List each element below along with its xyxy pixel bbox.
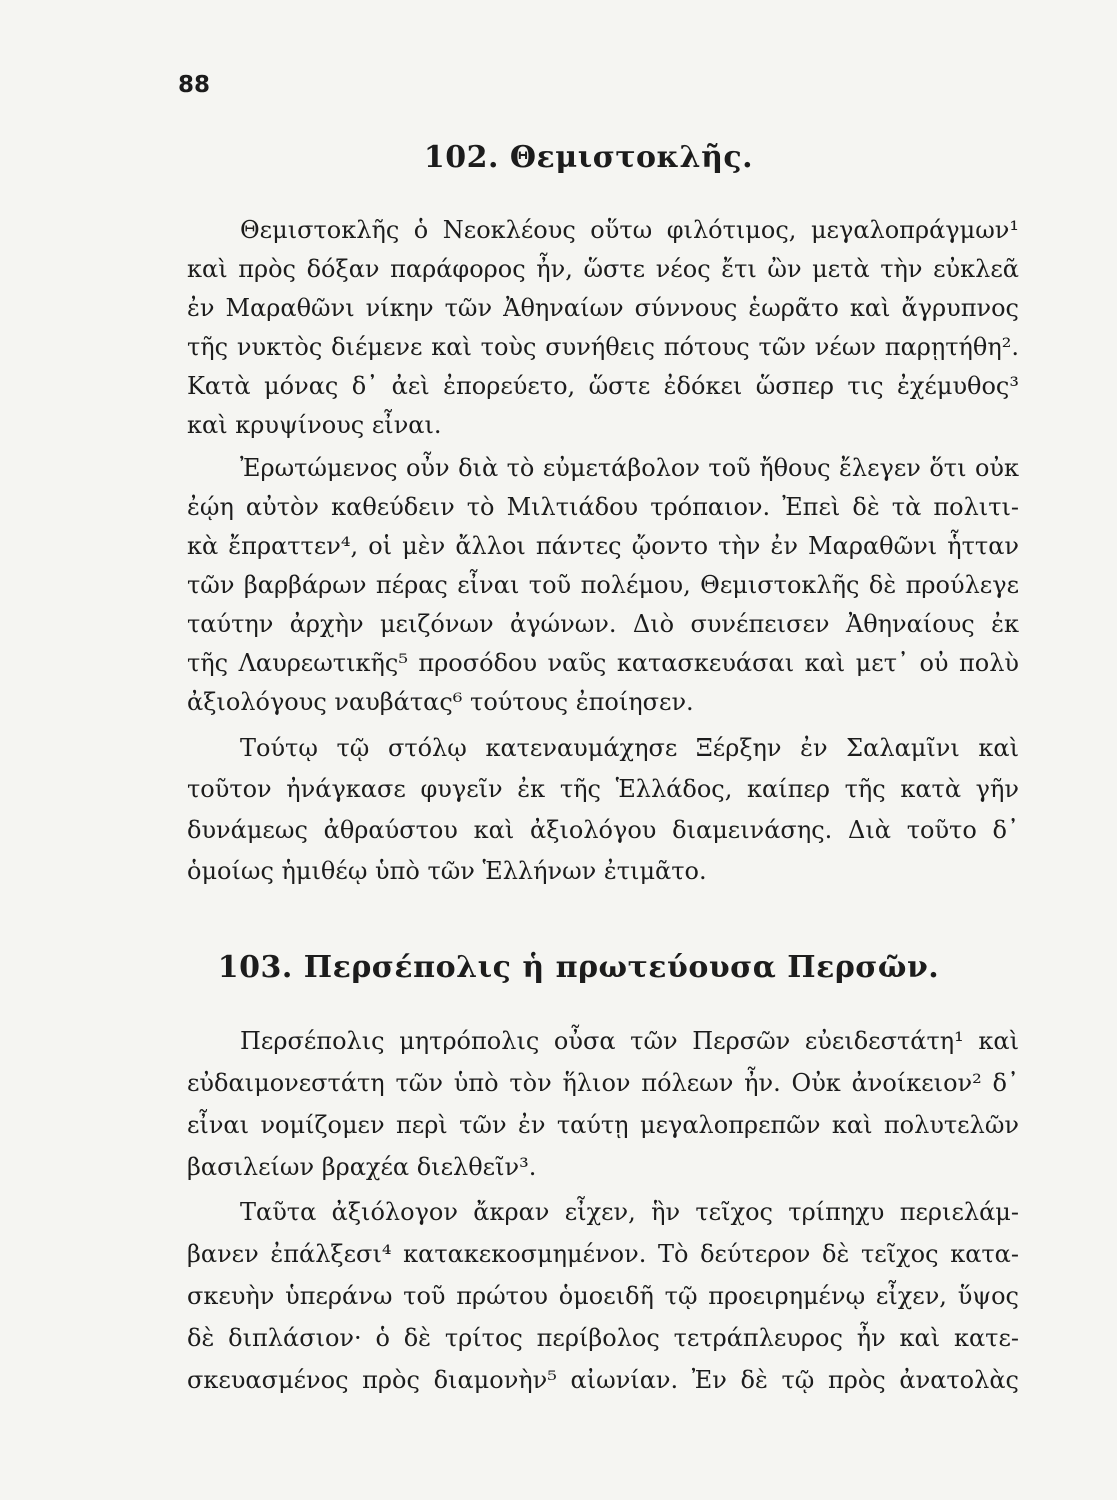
text-line: Ταῦτα ἀξιόλογον ἄκραν εἶχεν, ἣν τεῖχος τρίπηχυ περιελάμ-	[240, 1198, 1019, 1226]
text-line: σκευασμένος πρὸς διαμονὴν⁵ αἰωνίαν. Ἐν δὲ τῷ πρὸς ἀνατολὰς	[187, 1366, 1019, 1394]
section-title: 103. Περσέπολις ἡ πρωτεύουσα Περσῶν.	[217, 950, 940, 985]
text-line: ὁμοίως ἡμιθέῳ ὑπὸ τῶν Ἑλλήνων ἐτιμᾶτο.	[187, 857, 707, 885]
text-line: Θεμιστοκλῆς ὁ Νεοκλέους οὕτω φιλότιμος, μεγαλοπράγμων¹	[240, 216, 1019, 244]
text-line: Κατὰ μόνας δ᾽ ἀεὶ ἐπορεύετο, ὥστε ἐδόκει ὥσπερ τις ἐχέμυθος³	[187, 372, 1019, 400]
text-line: εἶναι νομίζομεν περὶ τῶν ἐν ταύτῃ μεγαλοπρεπῶν καὶ πολυτελῶν	[187, 1111, 1019, 1139]
text-line: τοῦτον ἠνάγκασε φυγεῖν ἐκ τῆς Ἑλλάδος, καίπερ τῆς κατὰ γῆν	[187, 775, 1019, 803]
text-line: ἀξιολόγους ναυβάτας⁶ τούτους ἐποίησεν.	[187, 688, 694, 716]
text-line: ἐῴη αὐτὸν καθεύδειν τὸ Μιλτιάδου τρόπαιον. Ἐπεὶ δὲ τὰ πολιτι-	[187, 493, 1019, 521]
text-line: Ἐρωτώμενος οὖν διὰ τὸ εὐμετάβολον τοῦ ἤθους ἔλεγεν ὅτι οὐκ	[240, 454, 1019, 482]
text-line: σκευὴν ὑπεράνω τοῦ πρώτου ὁμοειδῆ τῷ προειρημένῳ εἶχεν, ὕψος	[187, 1282, 1019, 1310]
text-line: Περσέπολις μητρόπολις οὖσα τῶν Περσῶν εὐειδεστάτη¹ καὶ	[240, 1027, 1019, 1055]
text-line: Τούτῳ τῷ στόλῳ κατεναυμάχησε Ξέρξην ἐν Σαλαμῖνι καὶ	[240, 734, 1019, 762]
text-line: καὶ πρὸς δόξαν παράφορος ἦν, ὥστε νέος ἔτι ὢν μετὰ τὴν εὐκλεᾶ	[187, 255, 1019, 283]
text-line: βασιλείων βραχέα διελθεῖν³.	[187, 1153, 537, 1181]
text-line: δυνάμεως ἀθραύστου καὶ ἀξιολόγου διαμεινάσης. Διὰ τοῦτο δ᾽	[187, 816, 1019, 844]
text-line: βανεν ἐπάλξεσι⁴ κατακεκοσμημένον. Τὸ δεύτερον δὲ τεῖχος κατα-	[187, 1240, 1019, 1268]
text-line: καὶ κρυψίνους εἶναι.	[187, 411, 442, 439]
text-line: εὐδαιμονεστάτη τῶν ὑπὸ τὸν ἥλιον πόλεων ἦν. Οὐκ ἀνοίκειον² δ᾽	[187, 1069, 1019, 1097]
section-title: 102. Θεμιστοκλῆς.	[423, 140, 754, 175]
text-line: τῶν βαρβάρων πέρας εἶναι τοῦ πολέμου, Θεμιστοκλῆς δὲ προύλεγε	[187, 571, 1019, 599]
text-line: ἐν Μαραθῶνι νίκην τῶν Ἀθηναίων σύννους ἑωρᾶτο καὶ ἄγρυπνος	[187, 294, 1019, 322]
text-line: κὰ ἔπραττεν⁴, οἱ μὲν ἄλλοι πάντες ᾤοντο τὴν ἐν Μαραθῶνι ἧτταν	[187, 532, 1019, 560]
text-line: τῆς Λαυρεωτικῆς⁵ προσόδου ναῦς κατασκευάσαι καὶ μετ᾽ οὐ πολὺ	[187, 649, 1019, 677]
text-line: δὲ διπλάσιον· ὁ δὲ τρίτος περίβολος τετράπλευρος ἦν καὶ κατε-	[187, 1324, 1019, 1352]
text-line: ταύτην ἀρχὴν μειζόνων ἀγώνων. Διὸ συνέπεισεν Ἀθηναίους ἐκ	[187, 610, 1019, 638]
text-line: τῆς νυκτὸς διέμενε καὶ τοὺς συνήθεις πότους τῶν νέων παρῃτήθη².	[187, 333, 1019, 361]
page-number: 88	[178, 72, 211, 98]
